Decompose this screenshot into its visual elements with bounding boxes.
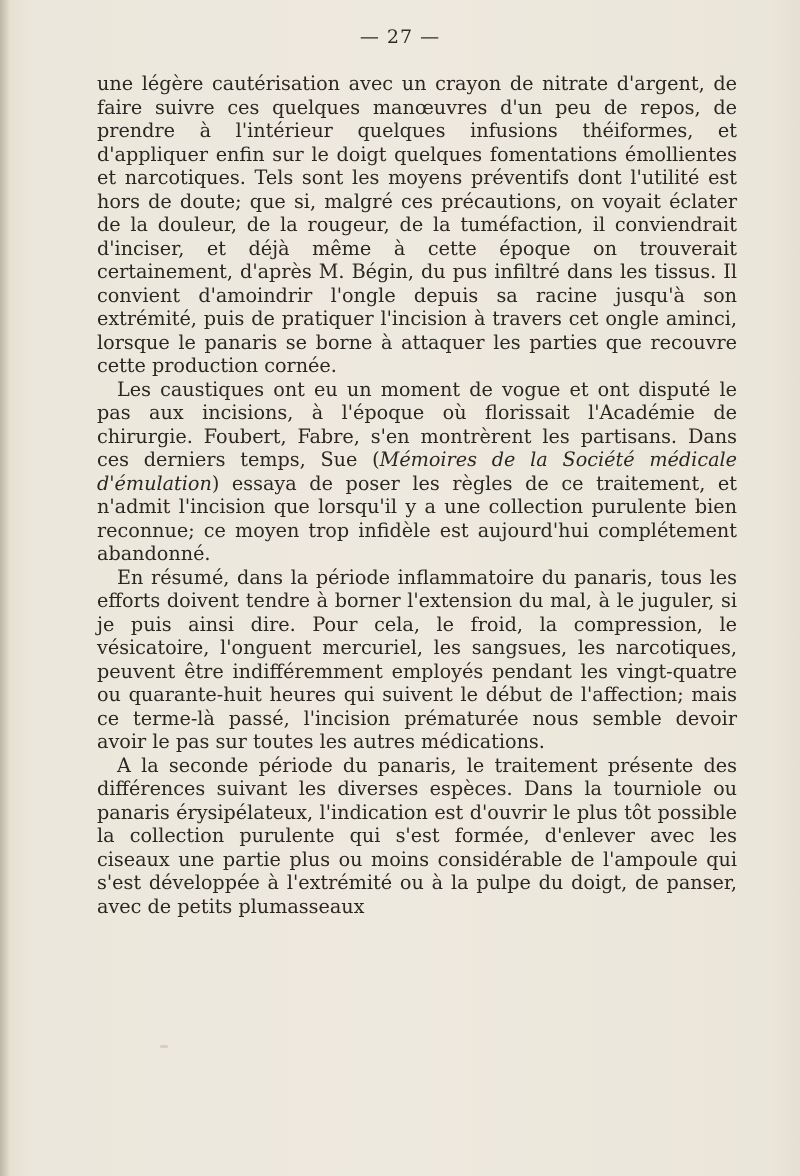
page-number: — 27 — — [359, 26, 441, 48]
citation-title: Mémoires de la Société médicale d'émulation — [97, 448, 737, 495]
paragraph-2-end: ) essaya de poser les règles de ce traitement, et n'admit l'incision que lorsqu'il y a une collection purulente bien reconnue; ce moyen trop infidèle est aujourd'hui complétement abandonné. — [97, 471, 737, 565]
paragraph-1: une légère cautérisation avec un crayon de nitrate d'argent, de faire suivre ces quelques manœuvres d'un peu de repos, de prendre à l'intérieur quelques infusions théiformes, et d'appliquer enfin sur le doigt quelques fomentations émollientes et narcotiques. Tels sont les moyens préventifs dont l'utilité est hors de doute; que si, malgré ces précautions, on voyait éclater de la douleur, de la rougeur, de la tuméfaction, il conviendrait d'inciser, et déjà même à cette époque on trouverait certainement, d'après M. Bégin, du pus infiltré dans les tissus. Il convient d'amoindrir l'ongle depuis sa racine jusqu'à son extrémité, puis de pratiquer l'incision à travers cet ongle aminci, lorsque le panaris se borne à attaquer les parties que recouvre cette production cornée. — [97, 72, 737, 377]
page-mark — [160, 1045, 168, 1048]
page-edge-shadow — [0, 0, 10, 1176]
paragraph-3: En résumé, dans la période inflammatoire du panaris, tous les efforts doivent tendre à borner l'extension du mal, à le juguler, si je puis ainsi dire. Pour cela, le froid, la compression, le vésicatoire, l'onguent mercuriel, les sangsues, les narcotiques, peuvent être indifféremment employés pendant les vingt-quatre ou quarante-huit heures qui suivent le début de l'affection; mais ce terme-là passé, l'incision prématurée nous semble devoir avoir le pas sur toutes les autres médications. — [97, 565, 737, 753]
paragraph-2-start: Les caustiques ont eu un moment de vogue et ont disputé le pas aux incisions, à l'époque où florissait l'Académie de chirurgie. Foubert, Fabre, s'en montrèrent les partisans. Dans ces derniers temps, Sue ( — [97, 377, 737, 471]
body-text — [97, 72, 737, 918]
paragraph-2 — [97, 378, 737, 566]
paragraph-4: A la seconde période du panaris, le traitement présente des différences suivant les diverses espèces. Dans la tourniole ou panaris érysipélateux, l'indication est d'ouvrir le plus tôt possible la collection purulente qui s'est formée, d'enlever avec les ciseaux une partie plus ou moins considérable de l'ampoule qui s'est développée à l'extrémité ou à la pulpe du doigt, de panser, avec de petits plumasseaux — [97, 753, 737, 918]
